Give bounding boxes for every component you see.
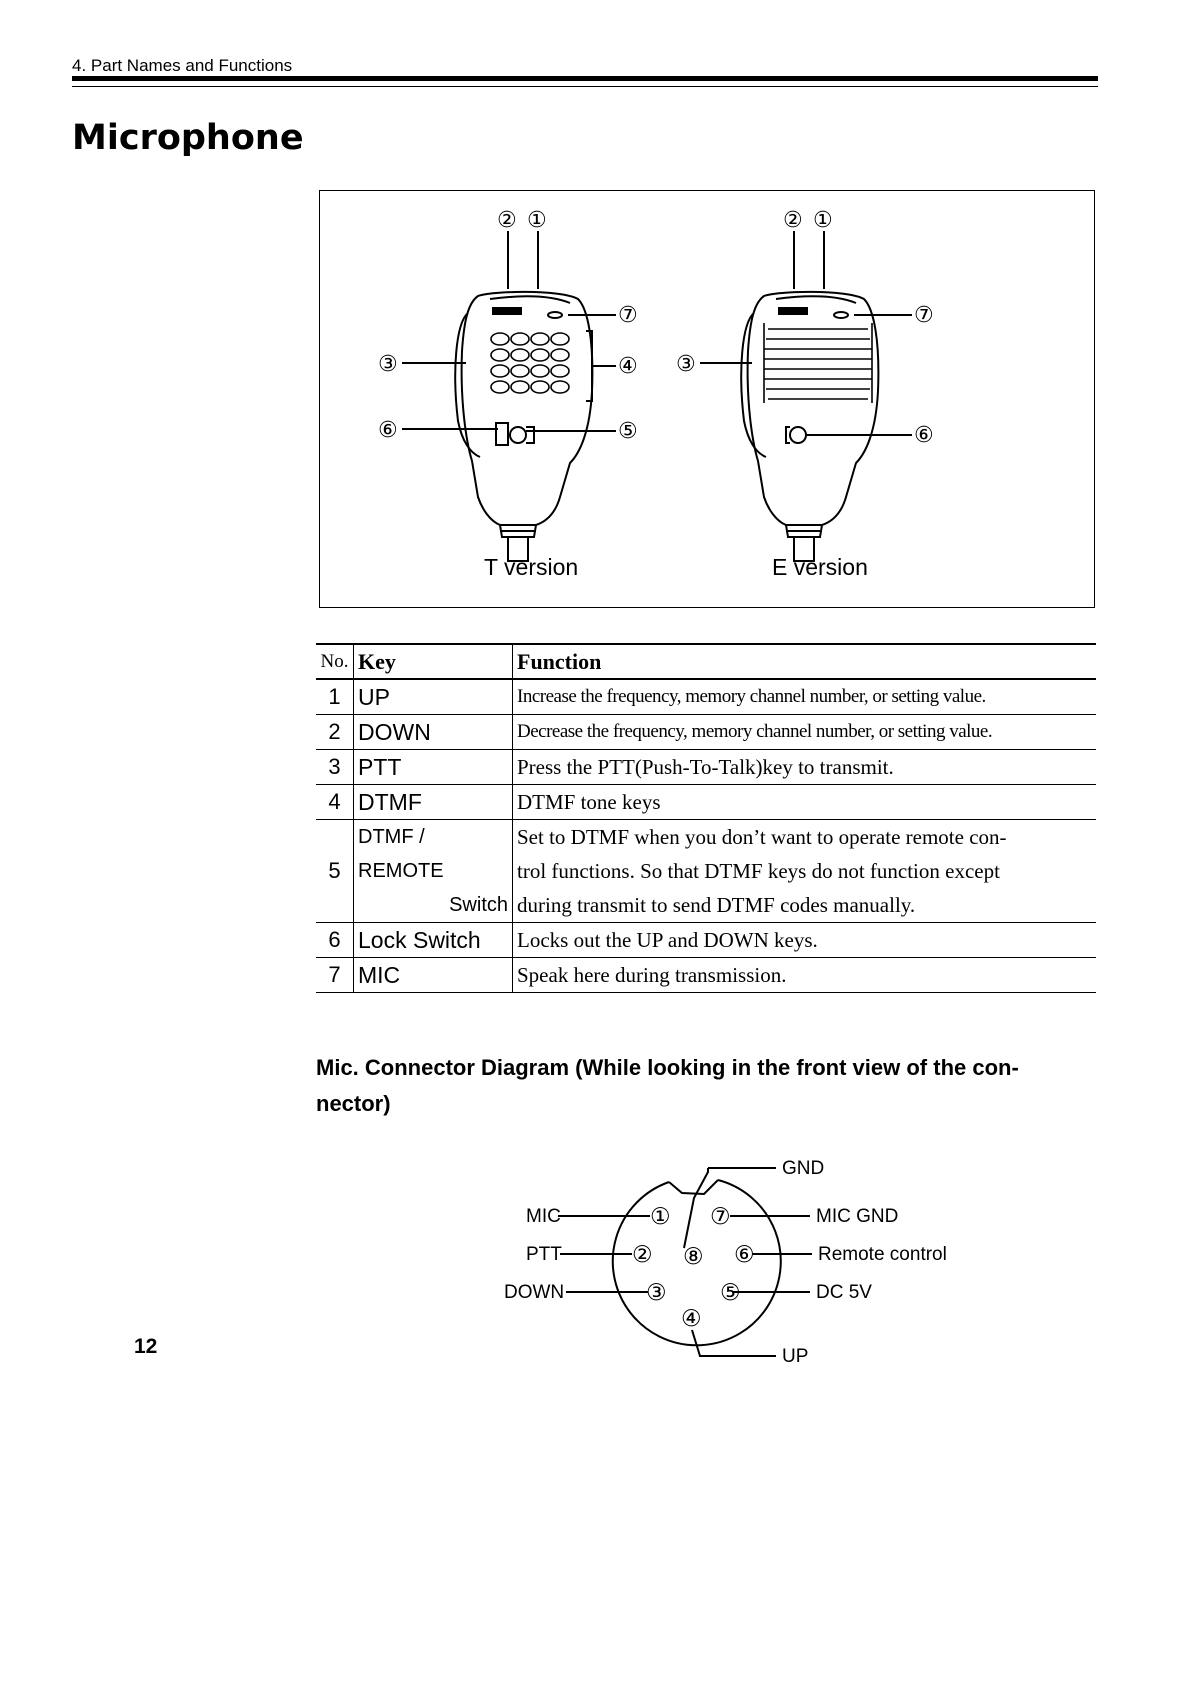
pin-6: ⑥ bbox=[734, 1242, 755, 1268]
t-callout-3: ③ bbox=[378, 352, 398, 377]
table-header-row bbox=[316, 644, 1096, 679]
speaker-grille bbox=[764, 323, 872, 403]
microphone-illustration bbox=[320, 191, 1096, 609]
connector-outline bbox=[613, 1180, 781, 1345]
e-callout-2: ② bbox=[783, 208, 803, 233]
row-key: Lock Switch bbox=[354, 923, 513, 958]
label-mic-gnd: MIC GND bbox=[816, 1206, 899, 1227]
row-function: Increase the frequency, memory channel number, or setting value. bbox=[513, 679, 1097, 715]
row-function-line: trol functions. So that DTMF keys do not function except bbox=[517, 859, 1000, 883]
row-key bbox=[354, 820, 513, 923]
row-no: 1 bbox=[328, 684, 341, 709]
label-down: DOWN bbox=[504, 1282, 565, 1303]
pin-5: ⑤ bbox=[720, 1280, 741, 1306]
header-no: No. bbox=[320, 650, 349, 672]
row-function bbox=[513, 820, 1097, 923]
microphone-figure bbox=[319, 190, 1095, 608]
t-version-label: T version bbox=[484, 554, 579, 580]
table-row bbox=[316, 820, 1096, 923]
row-function: Press the PTT(Push-To-Talk)key to transmit. bbox=[513, 750, 1097, 785]
gnd-leader bbox=[684, 1168, 708, 1248]
row-function: Decrease the frequency, memory channel number, or setting value. bbox=[513, 715, 1097, 750]
page-title: Microphone bbox=[72, 118, 304, 158]
brand-logo bbox=[778, 307, 808, 315]
connector-key-notch bbox=[669, 1180, 718, 1194]
dtmf-keypad bbox=[491, 333, 569, 393]
label-remote-control: Remote control bbox=[818, 1244, 947, 1265]
pin-1: ① bbox=[650, 1204, 671, 1230]
pin-3: ③ bbox=[646, 1280, 667, 1306]
e-callout-7: ⑦ bbox=[914, 303, 934, 328]
t-callout-2: ② bbox=[497, 208, 517, 233]
row-no: 7 bbox=[328, 962, 341, 987]
row-key-line: DTMF / REMOTE bbox=[358, 826, 444, 882]
section-header: 4. Part Names and Functions bbox=[72, 56, 293, 75]
row-function-line: Set to DTMF when you don’t want to operate remote con- bbox=[517, 825, 1007, 849]
header-key: Key bbox=[354, 644, 513, 679]
label-mic: MIC bbox=[526, 1206, 561, 1227]
row-key: DTMF bbox=[354, 785, 513, 820]
label-up: UP bbox=[782, 1346, 809, 1367]
row-function: Locks out the UP and DOWN keys. bbox=[513, 923, 1097, 958]
connector-heading bbox=[316, 1050, 1096, 1122]
e-version-mic-drawing bbox=[700, 231, 912, 561]
row-no: 4 bbox=[328, 789, 341, 814]
row-key: MIC bbox=[354, 958, 513, 993]
key-function-table bbox=[316, 643, 1096, 993]
up-leader bbox=[692, 1330, 776, 1356]
row-key: DOWN bbox=[354, 715, 513, 750]
table-row bbox=[316, 750, 1096, 785]
row-key-line: Switch bbox=[449, 894, 508, 916]
e-callout-3: ③ bbox=[676, 352, 696, 377]
connector-heading-line: Mic. Connector Diagram (While looking in the front view of the con- bbox=[316, 1055, 1019, 1080]
table-row bbox=[316, 679, 1096, 715]
t-callout-6: ⑥ bbox=[378, 418, 398, 443]
row-no: 5 bbox=[328, 858, 341, 883]
t-callout-4: ④ bbox=[618, 354, 638, 379]
e-callout-6: ⑥ bbox=[914, 423, 934, 448]
connector-heading-line: nector) bbox=[316, 1091, 391, 1116]
table-row bbox=[316, 958, 1096, 993]
pin-2: ② bbox=[632, 1242, 653, 1268]
header-function: Function bbox=[513, 644, 1097, 679]
row-key: PTT bbox=[354, 750, 513, 785]
header-rule bbox=[72, 76, 1098, 81]
e-callout-1: ① bbox=[813, 208, 833, 233]
label-gnd: GND bbox=[782, 1158, 825, 1179]
table-row bbox=[316, 785, 1096, 820]
label-dc5v: DC 5V bbox=[816, 1282, 872, 1303]
pin-7: ⑦ bbox=[710, 1204, 731, 1230]
page-number: 12 bbox=[134, 1335, 158, 1358]
pin-4: ④ bbox=[681, 1306, 702, 1332]
t-callout-1: ① bbox=[527, 208, 547, 233]
row-function: Speak here during transmission. bbox=[513, 958, 1097, 993]
pin-8: ⑧ bbox=[683, 1244, 704, 1270]
t-callout-5: ⑤ bbox=[618, 419, 638, 444]
e-version-label: E version bbox=[772, 554, 868, 580]
row-no: 3 bbox=[328, 754, 341, 779]
header-rule-thin bbox=[72, 86, 1098, 87]
row-function-line: during transmit to send DTMF codes manually. bbox=[517, 893, 916, 917]
row-no: 2 bbox=[328, 719, 341, 744]
row-no: 6 bbox=[328, 927, 341, 952]
row-function: DTMF tone keys bbox=[513, 785, 1097, 820]
row-key: UP bbox=[354, 679, 513, 715]
brand-logo bbox=[492, 307, 522, 315]
table-row bbox=[316, 715, 1096, 750]
table-row bbox=[316, 923, 1096, 958]
label-ptt: PTT bbox=[526, 1244, 562, 1265]
t-version-mic-drawing bbox=[402, 231, 616, 561]
t-callout-7: ⑦ bbox=[618, 303, 638, 328]
